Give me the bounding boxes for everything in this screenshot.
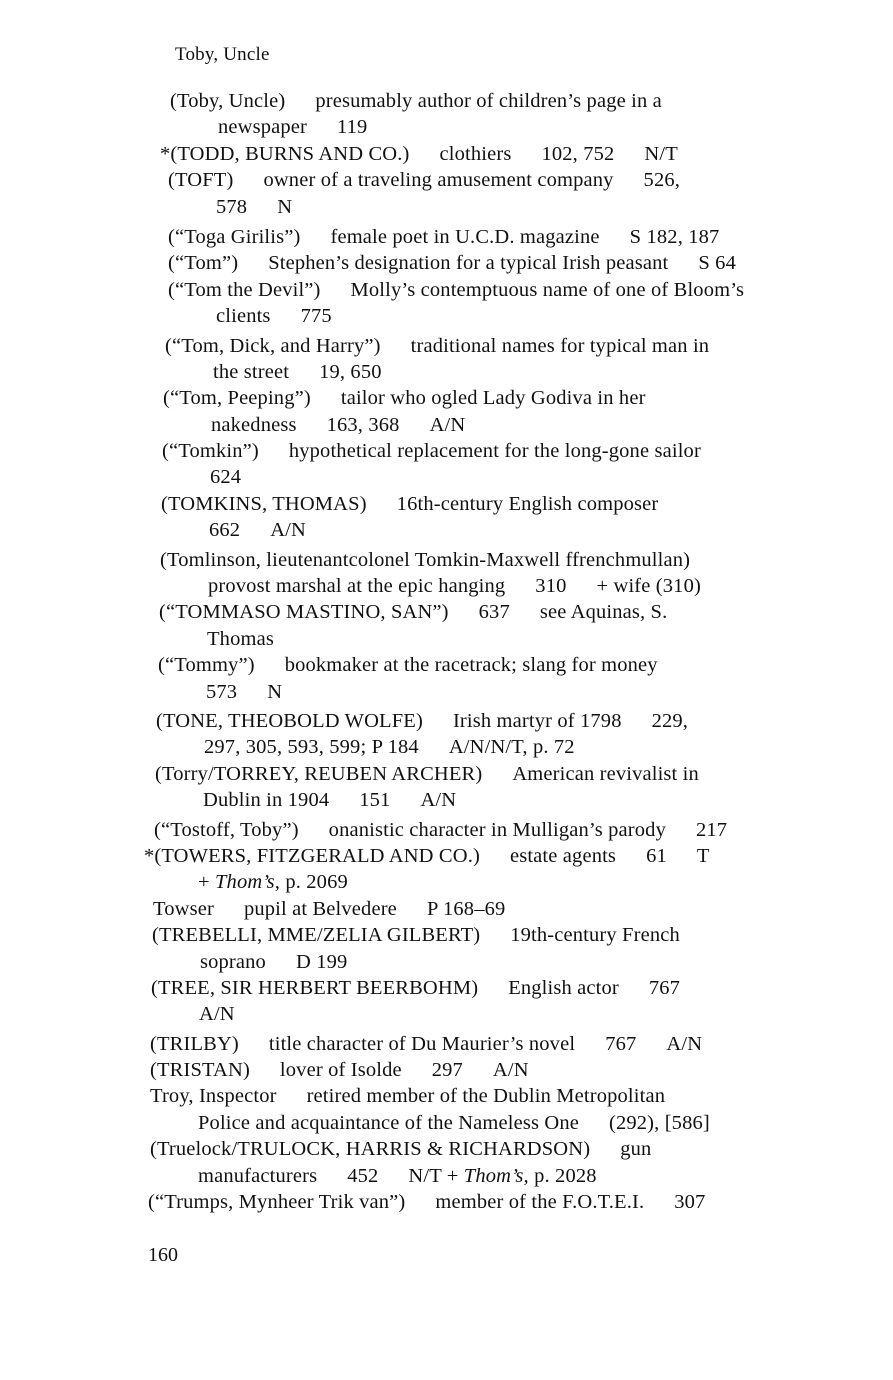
entry-heading: (TREBELLI, MME/ZELIA GILBERT) — [152, 924, 481, 947]
entry-description: Police and acquaintance of the Nameless One — [198, 1111, 579, 1134]
entry-description: gun — [620, 1138, 652, 1161]
entry-description: traditional names for typical man in — [410, 334, 710, 357]
index-entry — [168, 224, 883, 250]
entry-heading: (“Tostoff, Toby”) — [154, 818, 299, 841]
index-entry — [163, 385, 878, 438]
entry-note: + wife (310) — [596, 575, 701, 598]
entry-code: A/N — [666, 1032, 703, 1055]
entry-reference: (292), [586] — [609, 1111, 710, 1134]
entry-description: female poet in U.C.D. magazine — [330, 225, 600, 248]
entry-reference: 662 — [209, 519, 241, 542]
entry-heading: (TONE, THEOBOLD WOLFE) — [156, 709, 423, 732]
entry-description: American revivalist in — [512, 762, 699, 785]
entry-description: clothiers — [439, 142, 512, 165]
entry-heading: (“Tom the Devil”) — [168, 278, 321, 301]
index-entry — [162, 438, 877, 491]
index-entry — [160, 547, 875, 600]
index-entry — [150, 1057, 865, 1083]
entry-description: tailor who ogled Lady Godiva in her — [340, 387, 646, 410]
entry-code: T — [696, 844, 710, 867]
entry-reference: 526, — [643, 169, 681, 192]
index-entry — [148, 1189, 863, 1215]
page-number: 160 — [148, 1244, 178, 1266]
entry-code: A/N — [429, 413, 466, 436]
entry-reference: 119 — [337, 116, 368, 139]
entry-heading: (“Tom”) — [168, 252, 239, 275]
entry-reference: 578 — [216, 195, 248, 218]
entry-description: estate agents — [509, 844, 617, 867]
entry-description: English actor — [508, 976, 619, 999]
entry-reference: 163, 368 — [326, 413, 400, 436]
running-head: Toby, Uncle — [175, 44, 270, 65]
index-entry — [152, 922, 867, 975]
entry-reference: 624 — [210, 466, 242, 489]
entry-reference: 767 — [605, 1032, 637, 1055]
index-entry — [165, 333, 880, 386]
entry-reference: S 182, 187 — [629, 225, 720, 248]
entry-description: soprano — [200, 950, 266, 973]
entry-description: nakedness — [211, 413, 297, 436]
entry-description: 19th-century French — [510, 924, 680, 947]
entry-heading: (TRILBY) — [150, 1032, 239, 1055]
entry-description: clients — [216, 305, 271, 328]
entry-description: manufacturers — [198, 1164, 318, 1187]
entry-description: Irish martyr of 1798 — [452, 709, 622, 732]
entry-reference: S 64 — [698, 252, 736, 275]
entry-reference: 573 — [206, 680, 238, 703]
entry-code: A/N — [199, 1003, 235, 1026]
entry-heading: (“Tommy”) — [158, 654, 255, 677]
index-entry — [155, 761, 870, 814]
entry-reference: 310 — [535, 575, 567, 598]
entry-note: p. 2069 — [280, 871, 348, 894]
entry-heading: (Tomlinson, lieutenantcolonel Tomkin-Maxwell ffrenchmullan) — [160, 548, 691, 571]
entry-description: retired member of the Dublin Metropolitan — [306, 1085, 666, 1108]
entry-heading: (TREE, SIR HERBERT BEERBOHM) — [151, 976, 479, 999]
entry-reference: 151 — [359, 789, 391, 812]
entry-code: N — [267, 680, 283, 703]
index-entry — [168, 277, 883, 330]
entry-reference: 775 — [300, 305, 332, 328]
entry-description: bookmaker at the racetrack; slang for money — [284, 654, 658, 677]
entry-code: N — [277, 195, 293, 218]
entry-description: Dublin in 1904 — [203, 789, 330, 812]
entry-description: Stephen’s designation for a typical Irish peasant — [268, 252, 669, 275]
index-entry — [161, 491, 876, 544]
entry-heading: (Truelock/TRULOCK, HARRIS & RICHARDSON) — [150, 1138, 591, 1161]
entry-description: title character of Du Maurier’s novel — [268, 1032, 576, 1055]
entry-description: presumably author of children’s page in a — [315, 90, 662, 112]
entry-source-title: Thom’s, — [463, 1164, 529, 1187]
index-entry — [151, 975, 866, 1028]
entry-code: A/N — [492, 1059, 529, 1082]
entry-reference: 637 — [478, 601, 510, 624]
index-entry — [159, 599, 874, 652]
entry-reference: 102, 752 — [541, 142, 615, 165]
entry-heading: (Torry/TORREY, REUBEN ARCHER) — [155, 762, 483, 785]
index-entry — [168, 167, 883, 220]
index-entry — [158, 652, 873, 705]
entry-heading: Towser — [153, 897, 214, 920]
index-entry — [150, 1031, 865, 1057]
index-entry — [156, 708, 871, 761]
entry-heading: (TRISTAN) — [150, 1059, 250, 1082]
entry-heading: *(TOWERS, FITZGERALD AND CO.) — [144, 844, 480, 867]
entry-heading: (“Tom, Dick, and Harry”) — [165, 334, 381, 357]
entry-description: member of the F.O.T.E.I. — [435, 1191, 645, 1214]
entry-heading: (“Trumps, Mynheer Trik van”) — [148, 1191, 406, 1214]
index-entry — [154, 817, 869, 843]
entry-cross-reference: Thomas — [207, 627, 274, 650]
entry-description: owner of a traveling amusement company — [263, 169, 614, 192]
entry-reference: P 168–69 — [426, 897, 506, 920]
index-entry — [144, 843, 859, 896]
entry-reference: 297, 305, 593, 599; P 184 — [204, 736, 419, 759]
entry-reference: 297 — [431, 1059, 463, 1082]
entry-description: onanistic character in Mulligan’s parody — [328, 818, 666, 841]
entry-heading: (TOFT) — [168, 169, 234, 192]
entry-note: + — [198, 871, 215, 894]
index-entry — [150, 1083, 865, 1136]
entry-heading: (“TOMMASO MASTINO, SAN”) — [159, 601, 449, 624]
entry-heading: (TOMKINS, THOMAS) — [161, 492, 367, 515]
entry-heading: *(TODD, BURNS AND CO.) — [160, 142, 410, 165]
entry-code: N/T — [644, 142, 678, 165]
entry-cross-reference: see Aquinas, S. — [539, 601, 668, 624]
entry-reference: D 199 — [295, 950, 348, 973]
entry-description: newspaper — [218, 116, 308, 139]
entry-description: provost marshal at the epic hanging — [208, 575, 506, 598]
entry-heading: (Toby, Uncle) — [170, 90, 286, 112]
entry-code: A/N — [420, 789, 457, 812]
entry-description: 16th-century English composer — [396, 492, 659, 515]
entry-reference: 452 — [347, 1164, 379, 1187]
entry-heading: Troy, Inspector — [150, 1085, 277, 1108]
entry-reference: 217 — [696, 818, 728, 841]
entry-description: hypothetical replacement for the long-gone sailor — [288, 440, 701, 463]
entry-reference: 229, — [651, 709, 689, 732]
entry-heading: (“Toga Girilis”) — [168, 225, 301, 248]
entry-description: lover of Isolde — [279, 1059, 402, 1082]
entry-description: the street — [213, 360, 290, 383]
entry-code: A/N/N/T, p. 72 — [448, 736, 575, 759]
index-entries — [144, 88, 865, 1215]
index-entry — [160, 141, 875, 167]
entry-reference: 767 — [648, 976, 681, 999]
index-entry — [168, 250, 883, 276]
entry-reference: 19, 650 — [319, 360, 382, 383]
entry-source-title: Thom’s, — [215, 871, 281, 894]
entry-description: pupil at Belvedere — [243, 897, 397, 920]
entry-heading: (“Tom, Peeping”) — [163, 387, 311, 410]
entry-note: p. 2028 — [528, 1164, 597, 1187]
index-entry — [150, 1136, 865, 1189]
entry-code: N/T + — [408, 1164, 464, 1187]
entry-heading: (“Tomkin”) — [162, 440, 259, 463]
index-entry — [170, 88, 885, 141]
entry-code: A/N — [270, 519, 306, 542]
entry-reference: 61 — [646, 844, 667, 867]
entry-reference: 307 — [674, 1191, 706, 1214]
entry-description: Molly’s contemptuous name of one of Bloom’s — [350, 278, 745, 301]
index-entry — [153, 896, 868, 922]
